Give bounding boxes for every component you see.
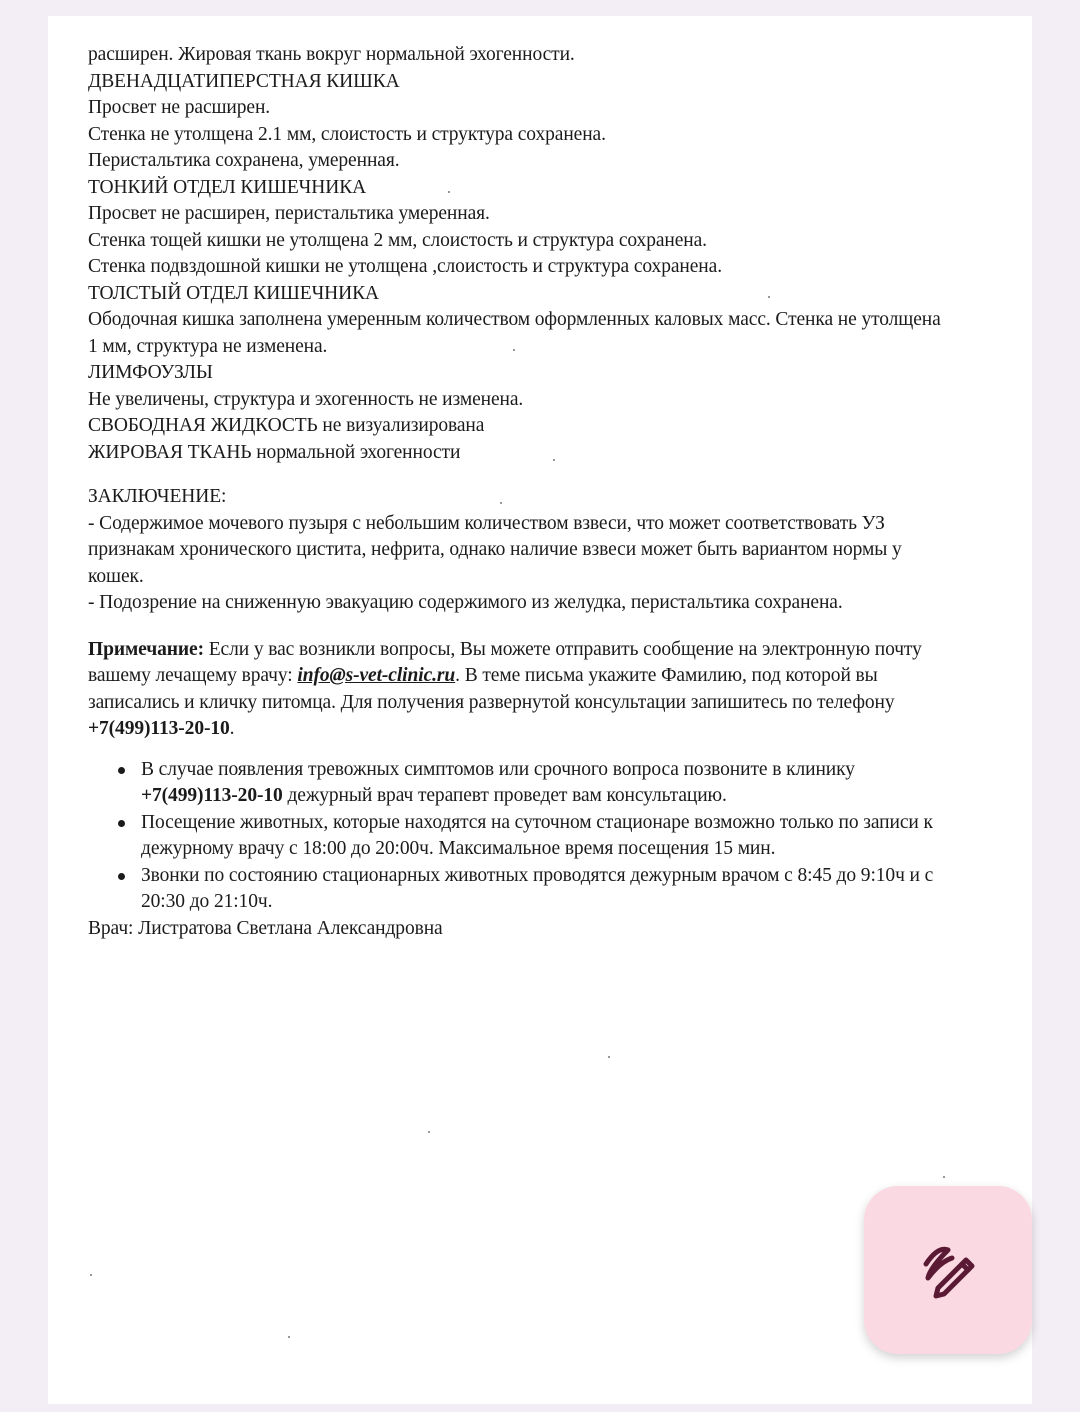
note-text: Если у вас возникли вопросы, Вы можете отправить сообщение на электронную почту: [203, 638, 922, 660]
section-heading-duodenum: ДВЕНАДЦАТИПЕРСТНАЯ КИШКА: [88, 70, 400, 92]
spacer: [88, 466, 1028, 484]
document-text: [88, 42, 1028, 942]
list-item-text: дежурный врач терапевт проведет вам консультацию.: [282, 785, 727, 806]
section-heading-small-intestine: ТОНКИЙ ОТДЕЛ КИШЕЧНИКА: [88, 176, 367, 198]
conclusion-line: - Содержимое мочевого пузыря с небольшим количеством взвеси, что может соответствовать УЗ: [88, 512, 885, 534]
list-item-text: дежурному врачу с 18:00 до 20:00ч. Максимальное время посещения 15 мин.: [141, 838, 776, 859]
report-line: расширен. Жировая ткань вокруг нормальной эхогенности.: [88, 44, 575, 65]
report-line: Просвет не расширен, перистальтика умеренная.: [88, 203, 490, 224]
scan-speck: [428, 1131, 430, 1133]
report-line: Ободочная кишка заполнена умеренным количеством оформленных каловых масс. Стенка не утолщена: [88, 309, 941, 330]
report-line: 1 мм, структура не изменена.: [88, 335, 328, 357]
spacer: [88, 617, 1028, 637]
scan-speck: [608, 1056, 610, 1058]
list-item: [141, 757, 1028, 810]
report-line: Стенка подвздошной кишки не утолщена ,слоистость и структура сохранена.: [88, 256, 722, 277]
note-line: [88, 637, 1028, 664]
conclusion-line: - Подозрение на сниженную эвакуацию содержимого из желудка, перистальтика сохранена.: [88, 592, 843, 613]
note-line: записались и кличку питомца. Для получения развернутой консультации запишитесь по телефону: [88, 691, 895, 713]
report-line: СВОБОДНАЯ ЖИДКОСТЬ не визуализирована: [88, 415, 485, 436]
report-line: Стенка тощей кишки не утолщена 2 мм, слоистость и структура сохранена.: [88, 229, 707, 251]
report-line: Просвет не расширен.: [88, 97, 271, 118]
list-item-text: [141, 783, 1028, 810]
list-item-text: 20:30 до 21:10ч.: [141, 891, 273, 912]
instructions-list: [88, 757, 1028, 916]
scan-speck: [288, 1336, 290, 1338]
section-heading-large-intestine: ТОЛСТЫЙ ОТДЕЛ КИШЕЧНИКА: [88, 282, 379, 304]
email-link[interactable]: info@s-vet-clinic.ru: [297, 665, 456, 686]
list-item-text: В случае появления тревожных симптомов или срочного вопроса позвоните в клинику: [141, 758, 855, 780]
conclusion-line: признакам хронического цистита, нефрита, однако наличие взвеси может быть вариантом нормы у: [88, 539, 902, 560]
list-item-text: Звонки по состоянию стационарных животных проводятся дежурным врачом с 8:45 до 9:10ч и с: [141, 864, 934, 886]
note-text: .: [229, 718, 235, 739]
list-item: [141, 810, 1028, 863]
phone-number[interactable]: +7(499)113-20-10: [141, 785, 283, 806]
scan-speck: [90, 1274, 92, 1276]
pen-scribble-icon: [916, 1238, 980, 1302]
list-item: [141, 863, 1028, 916]
report-line: Стенка не утолщена 2.1 мм, слоистость и структура сохранена.: [88, 123, 606, 145]
note-text: вашему лечащему врачу:: [88, 665, 298, 686]
phone-number[interactable]: +7(499)113-20-10: [88, 718, 230, 739]
note-line: [88, 663, 1028, 690]
conclusion-heading: ЗАКЛЮЧЕНИЕ:: [88, 486, 227, 507]
note-label: Примечание:: [88, 638, 204, 660]
note-text: . В теме письма укажите Фамилию, под которой вы: [455, 665, 878, 686]
report-line: Перистальтика сохранена, умеренная.: [88, 150, 400, 171]
conclusion-line: кошек.: [88, 565, 144, 587]
scan-speck: [943, 1176, 945, 1178]
list-item-text: Посещение животных, которые находятся на суточном стационаре возможно только по записи к: [141, 811, 933, 833]
note-line: [88, 716, 1028, 743]
section-heading-lymph-nodes: ЛИМФОУЗЛЫ: [88, 362, 213, 383]
annotate-button[interactable]: [864, 1186, 1032, 1354]
doctor-signature-line: Врач: Листратова Светлана Александровна: [88, 917, 443, 939]
report-line: ЖИРОВАЯ ТКАНЬ нормальной эхогенности: [88, 441, 461, 463]
report-line: Не увеличены, структура и эхогенность не изменена.: [88, 388, 524, 410]
